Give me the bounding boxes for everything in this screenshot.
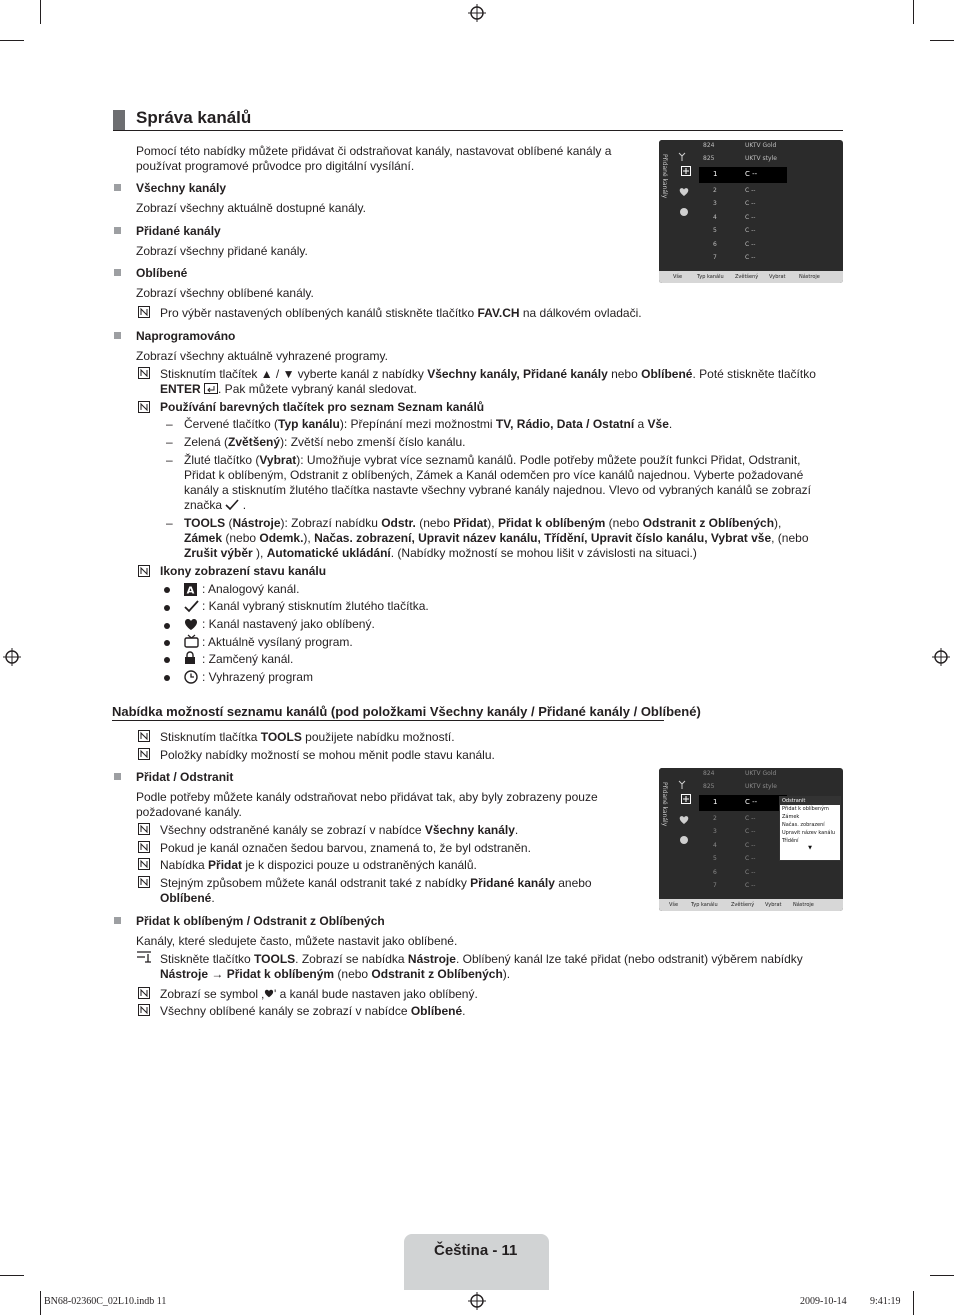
registration-mark-icon [468, 1292, 486, 1310]
check-icon [184, 600, 199, 613]
red-button-text: Červené tlačítko (Typ kanálu): Přepínání mezi možnostmi TV, Rádio, Data / Ostatní a Vše. [184, 417, 673, 431]
bullet-square [114, 773, 121, 780]
osd-tools-menu [779, 796, 841, 861]
note-icon [138, 987, 150, 999]
osd-row: 6 C -- [713, 869, 756, 876]
osd-row: 3 C -- [713, 828, 756, 835]
note-icon [138, 367, 150, 379]
icons-head: Ikony zobrazení stavu kanálu [160, 564, 327, 578]
page-number: Čeština - 11 [434, 1242, 518, 1259]
addremove-note-1: Všechny odstraněné kanály se zobrazí v nabídce Všechny kanály. [160, 823, 519, 837]
osd-row: 825 UKTV style [703, 155, 777, 162]
note-icon [138, 858, 150, 870]
note-icon [138, 565, 150, 577]
section-fav-head: Oblíbené [136, 266, 188, 280]
registration-mark-icon [3, 648, 21, 666]
section-fav-note: Pro výběr nastavených oblíbených kanálů stiskněte tlačítko FAV.CH na dálkovém ovladači. [160, 306, 642, 320]
osd-menu-item: Upravit název kanálu [782, 830, 835, 836]
print-date: 2009-10-14 [800, 1296, 847, 1307]
color-buttons-head: Používání barevných tlačítek pro seznam Seznam kanálů [160, 400, 485, 414]
addremove-note-4b: Oblíbené. [160, 891, 215, 905]
osd-row: 824 UKTV Gold [703, 770, 777, 777]
analog-channel-icon [184, 583, 197, 596]
note-select-channel: Stisknutím tlačítek ▲ / ▼ vyberte kanál z nabídky Všechny kanály, Přidané kanály nebo Oblíbené. Poté stiskněte tlačítko [160, 367, 816, 381]
dash-bullet: – [166, 453, 173, 467]
bullet-square [114, 332, 121, 339]
clock-icon [184, 670, 198, 684]
favsec-desc: Kanály, které sledujete často, můžete nastavit jako oblíbené. [136, 934, 458, 948]
note-icon [138, 748, 150, 760]
note-icon [138, 841, 150, 853]
osd-row: 7 C -- [713, 254, 756, 261]
subsection-rule [112, 720, 664, 721]
section-fav-desc: Zobrazí všechny oblíbené kanály. [136, 286, 314, 300]
osd-row: 824 UKTV Gold [703, 142, 777, 149]
channel-list-screenshot [659, 140, 843, 283]
icon-desc-current: : Aktuálně vysílaný program. [202, 635, 353, 649]
yellow-button-text-3: kanály a stisknutím žlutého tlačítka nastavte všechny vybrané kanály najednou. Vlevo od vybraných kanálů se zobrazí [184, 483, 812, 497]
osd-add-channels-icon [681, 794, 691, 804]
print-file-name: BN68-02360C_02L10.indb 11 [44, 1296, 167, 1307]
favsec-note-2: Všechny oblíbené kanály se zobrazí v nabídce Oblíbené. [160, 1004, 466, 1018]
section-added-desc: Zobrazí všechny přidané kanály. [136, 244, 308, 258]
addremove-note-2: Pokud je kanál označen šedou barvou, znamená to, že byl odstraněn. [160, 841, 531, 855]
icon-desc-reserved: : Vyhrazený program [202, 670, 313, 684]
favsec-tools-1: Stiskněte tlačítko TOOLS. Zobrazí se nabídka Nástroje. Oblíbený kanál lze také přidat (nebo odstranit) výběrem nabídky [160, 952, 803, 966]
section-prog-head: Naprogramováno [136, 329, 236, 343]
yellow-button-text: Žluté tlačítko (Vybrat): Umožňuje vybrat více seznamů kanálů. Podle potřeby můžete použít funkci Přidat, Odstranit, [184, 453, 801, 467]
svg-text:A: A [186, 585, 195, 596]
osd-footer: Vše Typ kanálu Zvětšený Vybrat Nástroje [659, 899, 843, 911]
bullet-square [114, 184, 121, 191]
osd-menu-more-icon: ▼ [808, 845, 812, 851]
osd-heart-icon [679, 815, 689, 825]
enter-icon [204, 383, 218, 394]
crop-mark [913, 1291, 914, 1315]
icon-desc-selected: : Kanál vybraný stisknutím žlutého tlačítka. [202, 599, 429, 613]
section-all-head: Všechny kanály [136, 181, 227, 195]
osd-row-selected: 1 C -- [699, 167, 787, 183]
crop-mark [0, 40, 24, 41]
section-all-desc: Zobrazí všechny aktuálně dostupné kanály. [136, 201, 366, 215]
yellow-button-text-4: značka . [184, 498, 247, 512]
note-icon [138, 730, 150, 742]
section-prog-desc: Zobrazí všechny aktuálně vyhrazené programy. [136, 349, 388, 363]
title-bar-decoration [113, 110, 125, 130]
note-select-channel-2: ENTER . Pak můžete vybraný kanál sledovat. [160, 382, 417, 396]
osd-footer: Vše Typ kanálu Zvětšený Vybrat Nástroje [659, 271, 843, 283]
tools-note-icon [136, 951, 152, 963]
sub-note-tools: Stisknutím tlačítka TOOLS použijete nabídku možností. [160, 730, 455, 744]
osd-clock-icon [679, 835, 689, 845]
bullet-dot [164, 623, 170, 629]
favsec-note-1: Zobrazí se symbol ‚ ' a kanál bude nastaven jako oblíbený. [160, 987, 478, 1001]
icon-desc-locked: : Zamčený kanál. [202, 652, 294, 666]
addremove-note-4: Stejným způsobem můžete kanál odstranit také z nabídky Přidané kanály anebo [160, 876, 592, 890]
osd-menu-item: Přidat k oblíbeným [782, 806, 829, 812]
dash-bullet: – [166, 435, 173, 449]
print-time: 9:41:19 [870, 1296, 901, 1307]
crop-mark [40, 1291, 41, 1315]
note-icon [138, 401, 150, 413]
crop-mark [913, 0, 914, 24]
osd-row: 2 C -- [713, 815, 756, 822]
osd-clock-icon [679, 207, 689, 217]
page-title: Správa kanálů [136, 108, 252, 127]
osd-menu-item: Načas. zobrazení [782, 822, 825, 828]
tools-text-3: Zrušit výběr ), Automatické ukládání. (Nabídky možností se mohou lišit v závislosti na situaci.) [184, 546, 697, 560]
osd-row: 4 C -- [713, 214, 756, 221]
osd-antenna-icon [677, 780, 687, 790]
osd-row-selected: 1 C -- [699, 795, 787, 811]
lock-icon [184, 651, 196, 665]
osd-menu-item: Odstranit [780, 797, 840, 805]
note-icon [138, 876, 150, 888]
crop-mark [930, 1275, 954, 1276]
bullet-dot [164, 640, 170, 646]
osd-row: 825 UKTV style [703, 783, 777, 790]
channel-list-tools-screenshot [659, 768, 843, 911]
osd-row: 2 C -- [713, 187, 756, 194]
section-added-head: Přidané kanály [136, 224, 221, 238]
note-icon [138, 306, 150, 318]
sub-note-options: Položky nabídky možností se mohou měnit podle stavu kanálu. [160, 748, 495, 762]
bullet-square [114, 227, 121, 234]
osd-row: 4 C -- [713, 842, 756, 849]
bullet-square [114, 917, 121, 924]
osd-row: 5 C -- [713, 855, 756, 862]
note-icon [138, 1004, 150, 1016]
heart-icon [184, 618, 198, 631]
addremove-desc-1: Podle potřeby můžete kanály odstraňovat nebo přidávat tak, aby byly zobrazeny pouze [136, 790, 598, 804]
osd-menu-item: Třídění [782, 838, 799, 844]
osd-vertical-label: Přidané kanály [661, 154, 668, 199]
osd-vertical-label: Přidané kanály [661, 782, 668, 827]
tools-text-2: Zámek (nebo Odemk.), Načas. zobrazení, Upravit název kanálu, Třídění, Upravit číslo kanálu, Vybrat vše, (nebo [184, 531, 809, 545]
subsection-title: Nabídka možností seznamu kanálů (pod položkami Všechny kanály / Přidané kanály / Oblíbené) [112, 704, 701, 719]
bullet-square [114, 269, 121, 276]
green-button-text: Zelená (Zvětšený): Zvětší nebo zmenší číslo kanálu. [184, 435, 466, 449]
osd-row: 6 C -- [713, 241, 756, 248]
osd-row: 5 C -- [713, 227, 756, 234]
yellow-button-text-2: Přidat k oblíbeným, Odstranit z oblíbených, Zámek a Kanál odemčen pro více kanálů najednou. Vyberte požadované [184, 468, 804, 482]
icon-desc-favorite: : Kanál nastavený jako oblíbený. [202, 617, 375, 631]
bullet-dot [164, 675, 170, 681]
crop-mark [930, 40, 954, 41]
osd-row: 7 C -- [713, 882, 756, 889]
favsec-tools-2: Nástroje → Přidat k oblíbeným (nebo Odstranit z Oblíbených). [160, 967, 511, 981]
intro-text: Pomocí této nabídky můžete přidávat či odstraňovat kanály, nastavovat oblíbené kanály a používat programové průvodce pro digitální vysílání. [136, 144, 612, 173]
osd-antenna-icon [677, 152, 687, 162]
bullet-dot [164, 605, 170, 611]
osd-heart-icon [679, 187, 689, 197]
dash-bullet: – [166, 417, 173, 431]
crop-mark [0, 1275, 24, 1276]
crop-mark [40, 0, 41, 24]
check-icon [225, 499, 239, 510]
heart-icon [264, 989, 274, 998]
registration-mark-icon [468, 4, 486, 22]
addremove-desc-2: požadované kanály. [136, 805, 242, 819]
osd-add-channels-icon [681, 166, 691, 176]
osd-menu-item: Zámek [782, 814, 800, 820]
registration-mark-icon [932, 648, 950, 666]
favsec-head: Přidat k oblíbeným / Odstranit z Oblíbených [136, 914, 385, 928]
dash-bullet: – [166, 516, 173, 530]
addremove-note-3: Nabídka Přidat je k dispozici pouze u odstraněných kanálů. [160, 858, 477, 872]
note-icon [138, 823, 150, 835]
tools-text-1: TOOLS (Nástroje): Zobrazí nabídku Odstr. (nebo Přidat), Přidat k oblíbeným (nebo Odstranit z Oblíbených), [184, 516, 782, 530]
bullet-dot [164, 587, 170, 593]
icon-desc-analog: : Analogový kanál. [202, 582, 300, 596]
bullet-dot [164, 657, 170, 663]
osd-row: 3 C -- [713, 200, 756, 207]
tv-icon [184, 634, 199, 648]
addremove-head: Přidat / Odstranit [136, 770, 234, 784]
title-rule [113, 130, 843, 131]
